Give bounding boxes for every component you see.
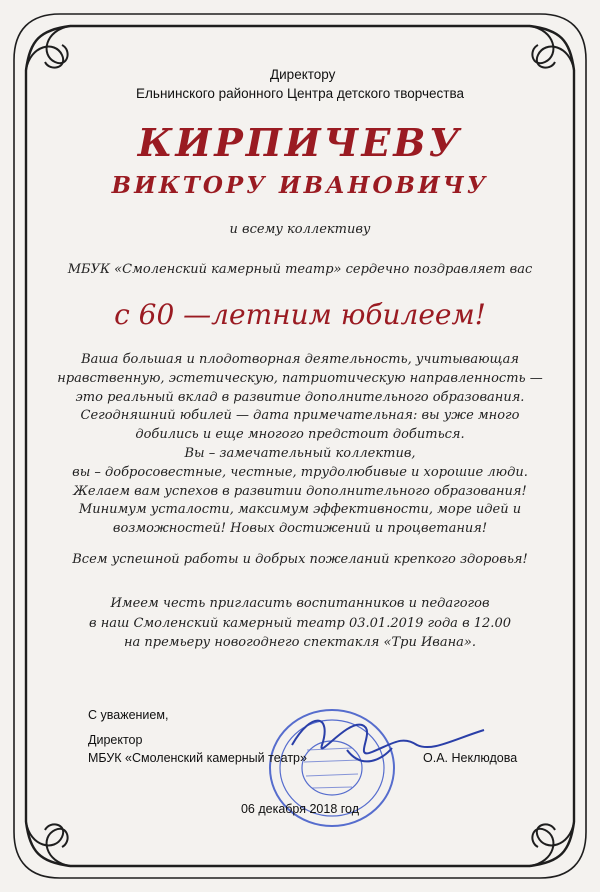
recipient-surname: КИРПИЧЕВУ [137, 120, 463, 165]
body-paragraph [0, 351, 600, 539]
body-line: добились и еще многого предстоит добиться. [135, 427, 465, 443]
invitation-line: на премьеру новогоднего спектакля «Три Ивана». [123, 635, 477, 650]
invitation-line: в наш Смоленский камерный театр 03.01.2019 года в 12.00 [89, 615, 511, 631]
signer-name: О.А. Неклюдова [423, 751, 518, 765]
organization-name: МБУК «Смоленский камерный театр» [88, 751, 307, 765]
director-title: Директор [88, 733, 143, 747]
invitation-paragraph [0, 594, 600, 653]
regards-text: С уважением, [88, 708, 169, 722]
invitation-line: Имеем честь пригласить воспитанников и педагогов [110, 596, 490, 611]
body-line: вы – добросовестные, честные, трудолюбивые и хорошие люди. [72, 464, 528, 480]
address-line-2: Ельнинского районного Центра детского творчества [136, 86, 464, 101]
body-line: Минимум усталости, максимум эффективности, море идей и [78, 502, 522, 518]
body-line: Желаем вам успехов в развитии дополнительного образования! [73, 483, 527, 499]
recipient-team: и всему коллективу [229, 222, 371, 237]
body-line: это реальный вклад в развитие дополнительного образования. [75, 389, 525, 405]
congrats-line: МБУК «Смоленский камерный театр» сердечно поздравляет вас [67, 262, 533, 277]
jubilee-heading: с 60 —летним юбилеем! [114, 298, 486, 331]
body-line: Вы – замечательный коллектив, [184, 445, 416, 461]
body-line: нравственную, эстетическую, патриотическую направленность — [57, 370, 543, 386]
recipient-name: ВИКТОРУ ИВАНОВИЧУ [111, 172, 489, 199]
body-line: Ваша большая и плодотворная деятельность, учитывающая [81, 352, 519, 367]
body-line: возможностей! Новых достижений и процветания! [112, 521, 488, 537]
body-line: Сегодняшний юбилей — дата примечательная: вы уже много [80, 408, 520, 424]
signature-scribble [292, 721, 484, 754]
document-date: 06 декабря 2018 год [240, 802, 360, 816]
address-line-1: Директору [270, 67, 336, 82]
wish-line: Всем успешной работы и добрых пожеланий крепкого здоровья! [72, 552, 528, 567]
